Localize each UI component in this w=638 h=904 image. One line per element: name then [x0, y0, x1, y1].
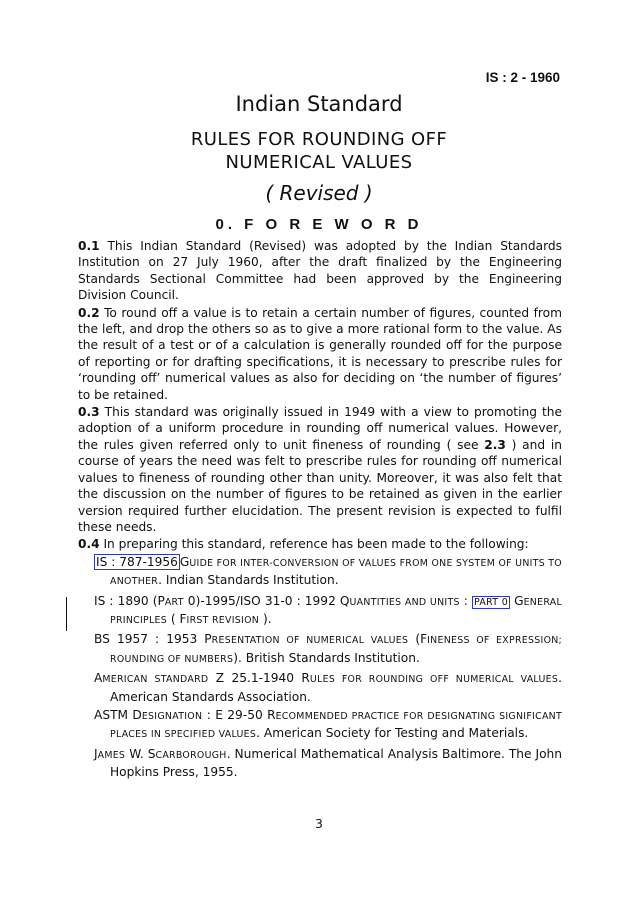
paragraph-0-1 [78, 238, 562, 304]
reference-code-sc: ESIGNATION [141, 710, 203, 722]
reference-code: Z 25.1-1940 R [208, 671, 310, 686]
paragraph-0-2 [78, 305, 562, 403]
reference-author-sc: AMES [97, 749, 126, 761]
reference-code-sc: MERICAN STANDARD [102, 674, 209, 686]
reference-publisher: . American Society for Testing and Materials. [256, 726, 529, 741]
reference-list [78, 554, 562, 781]
title-line-2: NUMERICAL VALUES [225, 152, 413, 173]
reference-code: A [94, 671, 103, 686]
reference-publisher: . Numerical Mathematical Analysis Baltimore. The John Hopkins Press, 1955. [110, 746, 562, 780]
reference-publisher: . American Standards Association. [110, 671, 562, 704]
document-title [0, 128, 638, 174]
page-number: 3 [315, 816, 323, 831]
reference-separator: : [459, 593, 473, 608]
reference-subtitle-start: (F [408, 632, 428, 647]
reference-title: ULES FOR ROUNDING OFF NUMERICAL VALUES [309, 674, 559, 686]
foreword-heading: 0. F O R E W O R D [215, 216, 423, 233]
reference-code: ASTM D [94, 707, 142, 722]
reference-revision-label: IRST REVISION [186, 614, 260, 626]
reference-code: 0)-1995/ISO 31-0 : 1992 Q [183, 593, 350, 608]
revised-label: ( Revised ) [265, 181, 373, 205]
reference-title-initial: G [510, 593, 524, 608]
clause-number: 0.3 [78, 405, 100, 420]
reference-code-highlight[interactable]: IS : 787-1956 [96, 554, 178, 569]
reference-end: ). [259, 611, 272, 626]
clause-number: 0.4 [78, 537, 100, 552]
reference-code: IS : 1890 (P [94, 593, 165, 608]
reference-author: J [94, 746, 98, 761]
reference-item [78, 631, 562, 668]
reference-code-part: ART [164, 596, 184, 608]
paragraph-text: ) and in course of years the need was felt to prescribe rules for rounding off numerical values to fineness of rounding other than unity. Moreover, it was also felt that the discussion on the number of figures to be retained as given in the earlier version required further elucidation. The present revision is expected to fulfil these needs. [78, 437, 562, 534]
clause-number: 0.2 [78, 305, 100, 320]
reference-revision: ( F [167, 611, 187, 626]
reference-publisher: ). British Standards Institution. [233, 650, 420, 665]
reference-title-initial: G [179, 554, 190, 569]
reference-title: ECOMMENDED PRACTICE FOR DESIGNATING SIGNIFICANT PLACES IN SPECIFIED VALUES [110, 710, 562, 741]
paragraph-0-3 [78, 404, 562, 535]
revision-margin-bar [66, 597, 67, 631]
reference-author: W. S [125, 746, 156, 761]
reference-code: BS 1957 : 1953 P [94, 632, 212, 647]
reference-title: RESENTATION OF NUMERICAL VALUES [211, 635, 409, 647]
paragraph-text: In preparing this standard, reference has been made to the following: [99, 537, 529, 552]
paragraph-text: This Indian Standard (Revised) was adopted by the Indian Standards Institution on 27 July 1960, after the draft finalized by the Engineering Standards Sectional Committee had been approved by the Engineering Division Council. [78, 239, 562, 303]
title-indian-standard: Indian Standard [235, 92, 403, 116]
reference-item [78, 746, 562, 781]
reference-part-highlight[interactable]: PART 0 [474, 596, 509, 608]
reference-subtitle: INENESS OF EXPRESSION; ROUNDING OF NUMBERS [110, 635, 563, 665]
reference-title: UIDE FOR INTER-CONVERSION OF VALUES FROM ONE SYSTEM OF UNITS TO ANOTHER [110, 557, 562, 588]
reference-item [78, 670, 562, 705]
reference-title: ENERAL PRINCIPLES [110, 596, 562, 626]
paragraph-text: This standard was originally issued in 1949 with a view to promoting the adoption of a uniform procedure in rounding off numerical values. However, the rules given referred only to unit fineness of rounding ( see [78, 405, 562, 452]
paragraph-text: To round off a value is to retain a certain number of figures, counted from the left, and drop the others so as to give a more rational form to the value. As the result of a test or of a calculation is generally rounded off for the purpose of reporting or for drafting specifications, it is necessary to prescribe rules for ‘rounding off’ numerical values as also for deciding on ‘the number of figures’ to be retained. [78, 305, 562, 402]
reference-item [78, 593, 562, 630]
clause-number: 0.1 [78, 239, 100, 253]
reference-item [78, 554, 562, 591]
reference-title: UANTITIES AND UNITS [349, 596, 460, 608]
title-line-1: RULES FOR ROUNDING OFF [190, 129, 448, 150]
clause-cross-reference[interactable]: 2.3 [484, 437, 506, 452]
reference-item [78, 707, 562, 744]
foreword-body [78, 238, 562, 783]
reference-publisher: . Indian Standards Institution. [158, 573, 339, 588]
paragraph-0-4 [78, 536, 562, 552]
reference-author-sc: CARBOROUGH [155, 749, 227, 761]
standard-number: IS : 2 - 1960 [485, 70, 560, 85]
reference-code: : E 29-50 R [202, 707, 276, 722]
